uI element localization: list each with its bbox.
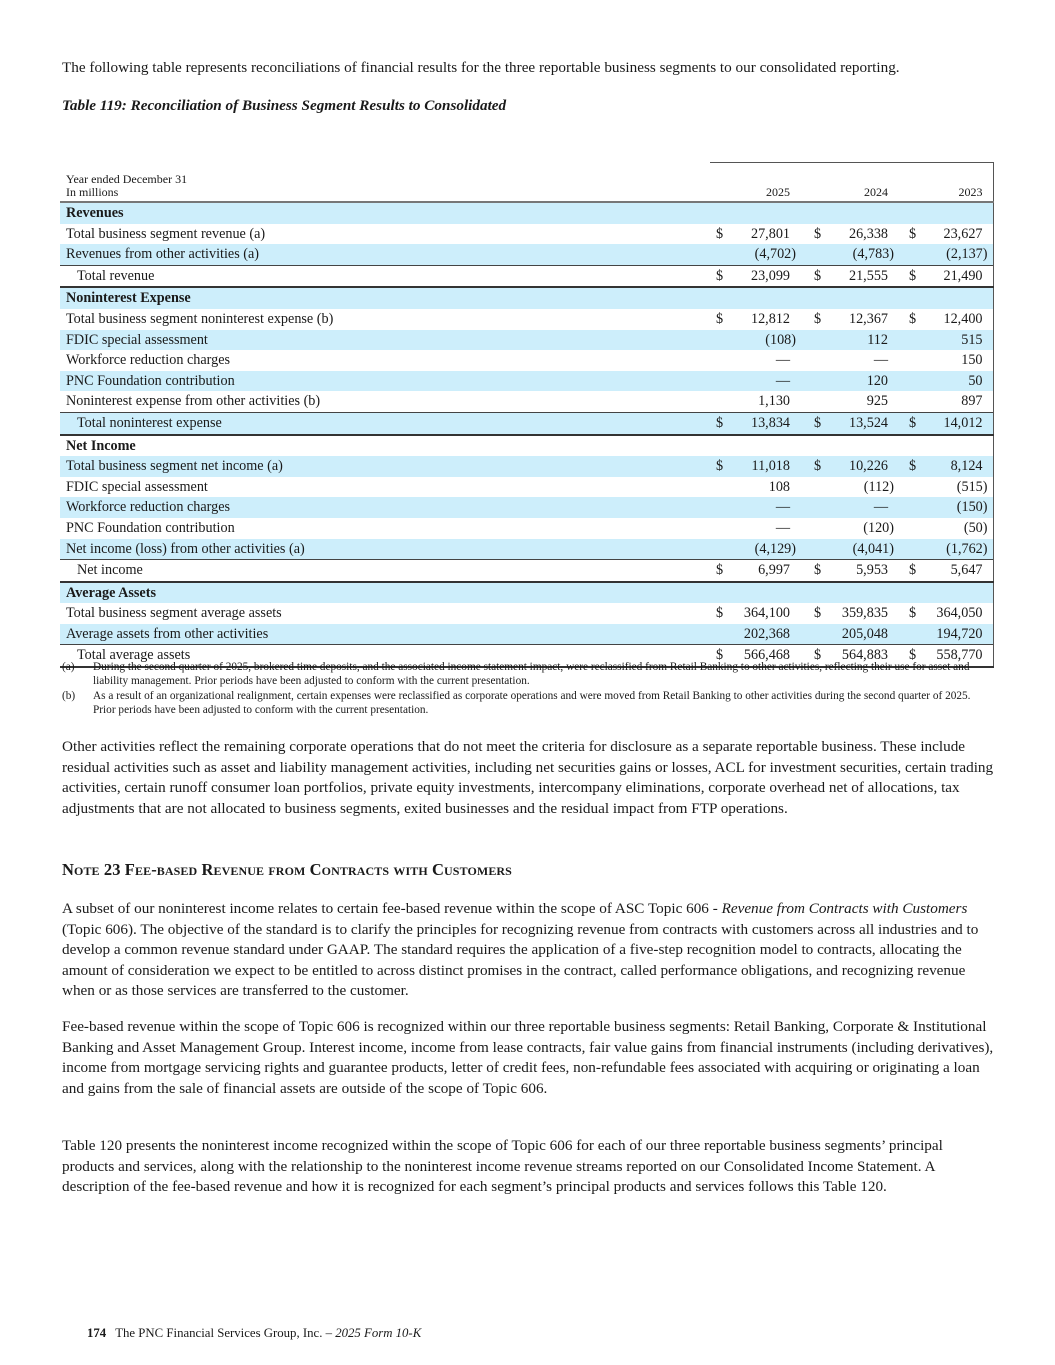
row-label: Average assets from other activities	[60, 624, 710, 645]
currency-symbol: $	[710, 645, 730, 667]
currency-symbol: $	[710, 412, 730, 434]
currency-symbol	[710, 371, 730, 392]
year-header-2024: 2024	[808, 163, 903, 203]
footnote-key: (a)	[62, 661, 75, 673]
value-2023: (2,137)	[921, 244, 993, 265]
currency-symbol	[808, 244, 826, 265]
currency-symbol	[903, 350, 921, 371]
value-2025: 23,099	[730, 265, 808, 287]
section-header-average-assets	[60, 582, 993, 604]
value-2025: 12,812	[750, 310, 790, 327]
value-2023: 14,012	[921, 412, 993, 434]
currency-symbol	[710, 244, 730, 265]
row-label: Workforce reduction charges	[66, 352, 231, 369]
row-label: Total business segment net income (a)	[60, 456, 710, 477]
currency-symbol: $	[716, 605, 724, 622]
currency-symbol: $	[903, 265, 921, 287]
currency-symbol: $	[814, 605, 822, 622]
value-2025: 1,130	[758, 393, 790, 410]
table-row	[60, 539, 993, 560]
row-label: Revenues from other activities (a)	[60, 244, 710, 265]
currency-symbol: $	[808, 560, 826, 582]
currency-symbol: $	[710, 456, 730, 477]
row-label: FDIC special assessment	[60, 330, 710, 351]
value-2025: —	[775, 352, 790, 369]
para-text: (Topic 606). The objective of the standard is to clarify the principles for recognizing revenue from contracts with customers across all industries and to develop a common revenue standard under GAAP. The standard requires the application of a five-step recognition model to contracts, allocating the amount of consideration we expect to be entitled to across distinct promises in the contract, called performance obligations, and recognizing revenue when or as those services are transferred to the customer.	[62, 920, 979, 1000]
footer-company: The PNC Financial Services Group, Inc. –	[115, 1326, 336, 1340]
value-2024: 5,953	[826, 560, 903, 582]
row-label: PNC Foundation contribution	[60, 371, 710, 392]
currency-symbol: $	[710, 560, 730, 582]
currency-symbol	[903, 244, 921, 265]
row-label: Net income	[60, 560, 710, 582]
value-2023: (1,762)	[921, 539, 993, 560]
row-label: PNC Foundation contribution	[66, 519, 235, 536]
value-2024: 564,883	[826, 645, 903, 667]
currency-symbol: $	[903, 560, 921, 582]
table-row	[60, 244, 993, 265]
row-label: Total average assets	[60, 645, 710, 667]
table-row	[60, 456, 993, 477]
table-row	[60, 330, 993, 351]
currency-symbol	[710, 350, 730, 371]
currency-symbol	[808, 518, 826, 539]
currency-symbol	[808, 350, 826, 371]
asc-topic-title: Revenue from Contracts with Customers	[721, 900, 968, 917]
value-2025: 202,368	[730, 624, 808, 645]
header-line-units: In millions	[66, 185, 119, 199]
table-row	[60, 224, 993, 245]
value-2025: 27,801	[750, 225, 790, 242]
header-label	[60, 163, 710, 203]
value-2024: (112)	[863, 478, 894, 495]
total-row-revenue	[60, 265, 993, 287]
footnote-text: As a result of an organizational realignment, certain expenses were reclassified as corporate operations and were moved from Retail Banking to other activities during the second quarter of 2025. Prior periods have been adjusted to conform with the current presentation.	[93, 689, 971, 716]
currency-symbol	[710, 497, 730, 518]
currency-symbol	[710, 391, 730, 412]
value-2023: 8,124	[921, 456, 993, 477]
table-row	[60, 477, 993, 498]
value-2023: 897	[921, 391, 993, 412]
row-label: Total business segment revenue (a)	[66, 225, 266, 242]
row-label: FDIC special assessment	[66, 478, 208, 495]
section-header-revenues	[60, 202, 993, 224]
currency-symbol	[903, 497, 921, 518]
para-text: A subset of our noninterest income relates to certain fee-based revenue within the scope of ASC Topic 606 -	[62, 900, 722, 917]
note-23-paragraph-2: Fee-based revenue within the scope of Topic 606 is recognized within our three reportable business segments: Retail Banking, Corporate & Institutional Banking and Asset Management Group. Interest income, income from lease contracts, fair value gains from financial instruments (including derivatives), income from mortgage servicing rights and guarantee products, letter of credit fees, non-refundable fees associated with acquiring or originating a loan and gains from the sale of financial assets are outside of the scope of Topic 606.	[62, 1018, 994, 1097]
value-2023: (150)	[921, 497, 993, 518]
value-2024: 359,835	[841, 605, 888, 622]
value-2025: 11,018	[730, 456, 808, 477]
value-2023: 21,490	[921, 265, 993, 287]
footnote-b	[62, 689, 992, 718]
value-2024: 925	[866, 393, 888, 410]
note-23-heading: Note 23 Fee-based Revenue from Contracts with Customers	[62, 860, 512, 879]
row-label: Workforce reduction charges	[60, 497, 710, 518]
currency-symbol	[808, 391, 826, 412]
section-header-noninterest-expense	[60, 287, 993, 309]
value-2025: —	[730, 497, 808, 518]
currency-symbol	[710, 477, 730, 498]
currency-symbol	[710, 330, 730, 351]
value-2025: (4,129)	[730, 539, 808, 560]
currency-symbol	[903, 539, 921, 560]
note-23-paragraph-3: Table 120 presents the noninterest income recognized within the scope of Topic 606 for each of our three reportable business segments’ principal products and services, along with the relationship to the noninterest income revenue streams reported on our Consolidated Income Statement. A description of the fee-based revenue and how it is recognized for each segment’s principal products and services follows this Table 120.	[62, 1137, 943, 1196]
currency-symbol: $	[814, 225, 822, 242]
currency-symbol	[903, 391, 921, 412]
table-row	[60, 518, 993, 539]
value-2024: —	[826, 497, 903, 518]
currency-symbol	[808, 539, 826, 560]
total-row-noninterest-expense	[60, 412, 993, 434]
currency-symbol: $	[808, 645, 826, 667]
currency-symbol	[808, 371, 826, 392]
row-label: Total revenue	[60, 265, 710, 287]
value-2024: 26,338	[848, 225, 888, 242]
currency-symbol	[903, 330, 921, 351]
value-2023: 515	[921, 330, 993, 351]
page-content	[62, 58, 997, 116]
currency-symbol	[903, 371, 921, 392]
value-2025: 13,834	[730, 412, 808, 434]
table-header-row	[60, 163, 993, 203]
table-title: Table 119: Reconciliation of Business Segment Results to Consolidated	[62, 96, 507, 114]
footer-form: 2025 Form 10-K	[335, 1326, 422, 1340]
reconciliation-table	[60, 162, 994, 668]
table-row	[60, 309, 993, 330]
currency-symbol	[903, 477, 921, 498]
currency-symbol: $	[814, 310, 822, 327]
value-2023: 12,400	[921, 309, 993, 330]
row-label: Total business segment noninterest expense (b)	[66, 310, 334, 327]
value-2023: 5,647	[921, 560, 993, 582]
row-label: Noninterest expense from other activities (b)	[66, 393, 321, 410]
table-row	[60, 603, 993, 624]
currency-symbol: $	[903, 456, 921, 477]
value-2025: (4,702)	[730, 244, 808, 265]
currency-symbol: $	[909, 225, 917, 242]
table-footnotes	[62, 660, 992, 717]
value-2024: 205,048	[826, 624, 903, 645]
footnote-text: During the second quarter of 2025, brokered time deposits, and the associated income statement impact, were reclassified from Retail Banking to other activities, reflecting their use for asset and liability management. Prior periods have been adjusted to conform with the current presentation.	[93, 661, 970, 688]
year-header-2025: 2025	[710, 163, 808, 203]
value-2025: 108	[768, 478, 790, 495]
table-row	[60, 497, 993, 518]
section-title: Average Assets	[60, 582, 710, 604]
currency-symbol	[710, 624, 730, 645]
value-2023: 364,050	[921, 603, 993, 624]
table-row	[60, 391, 993, 412]
footnote-a	[62, 660, 992, 689]
currency-symbol: $	[716, 225, 724, 242]
page-number: 174	[87, 1326, 107, 1340]
page-footer	[87, 1326, 421, 1341]
currency-symbol	[710, 518, 730, 539]
value-2023: 50	[921, 371, 993, 392]
value-2024: (120)	[863, 519, 894, 536]
value-2023: 558,770	[921, 645, 993, 667]
value-2025: 566,468	[730, 645, 808, 667]
year-header-2023: 2023	[903, 163, 993, 203]
value-2023: 194,720	[921, 624, 993, 645]
table-row	[60, 624, 993, 645]
other-activities-paragraph: Other activities reflect the remaining corporate operations that do not meet the criteria for disclosure as a separate reportable business. These include residual activities such as asset and liability management activities, including net securities gains or losses, ACL for investment securities, certain trading activities, certain runoff consumer loan portfolios, private equity investments, intercompany eliminations, corporate overhead net of allocations, tax adjustments that are not allocated to business segments, exited businesses and the residual impact from FTP operations.	[62, 738, 994, 817]
currency-symbol: $	[710, 265, 730, 287]
header-line-year-ended: Year ended December 31	[66, 172, 188, 186]
value-2024: 10,226	[826, 456, 903, 477]
currency-symbol: $	[903, 412, 921, 434]
table-row	[60, 350, 993, 371]
value-2025: 6,997	[730, 560, 808, 582]
currency-symbol	[808, 330, 826, 351]
value-2023: (50)	[921, 518, 993, 539]
value-2024: —	[873, 352, 888, 369]
note-23-paragraph-1	[62, 899, 994, 1002]
currency-symbol: $	[903, 645, 921, 667]
row-label: Total noninterest expense	[60, 412, 710, 434]
value-2025: —	[775, 519, 790, 536]
currency-symbol: $	[909, 310, 917, 327]
currency-symbol	[808, 497, 826, 518]
currency-symbol: $	[808, 412, 826, 434]
value-2024: 112	[826, 330, 903, 351]
value-2024: (4,041)	[826, 539, 903, 560]
currency-symbol: $	[808, 456, 826, 477]
row-label: Net income (loss) from other activities (a)	[60, 539, 710, 560]
value-2024: 13,524	[826, 412, 903, 434]
value-2023: 23,627	[921, 224, 993, 245]
currency-symbol	[808, 477, 826, 498]
section-title: Noninterest Expense	[60, 287, 710, 309]
total-row-net-income	[60, 560, 993, 582]
currency-symbol: $	[716, 310, 724, 327]
currency-symbol	[903, 518, 921, 539]
currency-symbol: $	[808, 265, 826, 287]
value-2025: (108)	[730, 330, 808, 351]
currency-symbol: $	[909, 605, 917, 622]
currency-symbol	[903, 624, 921, 645]
section-title: Revenues	[60, 202, 710, 224]
footnote-key: (b)	[62, 689, 76, 702]
value-2024: 12,367	[848, 310, 888, 327]
value-2023: 150	[921, 350, 993, 371]
intro-paragraph: The following table represents reconciliations of financial results for the three reportable business segments to our consolidated reporting.	[62, 59, 900, 76]
currency-symbol	[808, 624, 826, 645]
table-row	[60, 371, 993, 392]
value-2025: —	[730, 371, 808, 392]
value-2024: 21,555	[826, 265, 903, 287]
currency-symbol	[710, 539, 730, 560]
row-label: Total business segment average assets	[66, 605, 282, 622]
value-2024: 120	[826, 371, 903, 392]
value-2024: (4,783)	[826, 244, 903, 265]
value-2025: 364,100	[743, 605, 790, 622]
section-title: Net Income	[60, 435, 710, 457]
value-2023: (515)	[921, 477, 993, 498]
section-header-net-income	[60, 435, 993, 457]
